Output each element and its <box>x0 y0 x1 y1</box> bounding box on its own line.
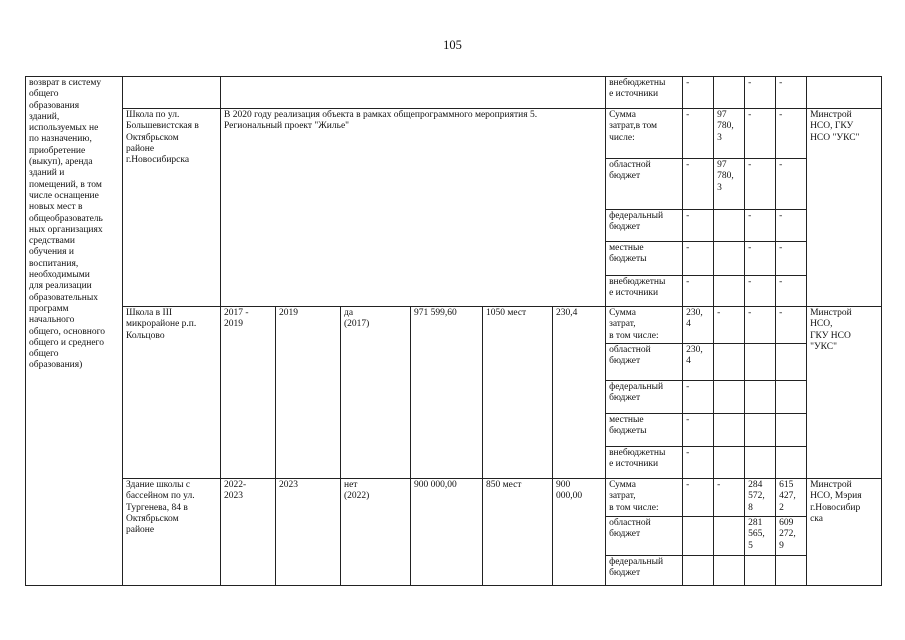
value-cell <box>776 381 807 414</box>
value-cell: 281 565, 5 <box>745 517 776 556</box>
value-cell: 97 780, 3 <box>714 109 745 159</box>
object-name: Здание школы с бассейном по ул. Тургенева, 84 в Октябрьском районе <box>123 479 221 586</box>
value-cell: - <box>683 109 714 159</box>
value-cell: - <box>714 479 745 517</box>
table-row <box>26 479 882 517</box>
value-cell: - <box>683 414 714 447</box>
value-cell <box>714 381 745 414</box>
funding-source: местные бюджеты <box>606 414 683 447</box>
commissioning-year: 2019 <box>276 307 341 479</box>
executor: Минстрой НСО, ГКУ НСО "УКС" <box>807 307 882 479</box>
implementation-period: 2017 - 2019 <box>221 307 276 479</box>
value-cell: - <box>776 307 807 344</box>
value-cell: - <box>745 276 776 307</box>
funding-total: 900 000,00 <box>553 479 606 586</box>
commissioning-year: 2023 <box>276 479 341 586</box>
value-cell: - <box>745 109 776 159</box>
value-cell <box>714 344 745 381</box>
value-cell: - <box>745 77 776 109</box>
value-cell <box>714 276 745 307</box>
object-cell-empty <box>123 77 221 109</box>
value-cell <box>714 242 745 276</box>
page-number: 105 <box>443 38 462 52</box>
note-cell-empty <box>221 77 606 109</box>
value-cell <box>776 414 807 447</box>
executor: Минстрой НСО, Мэрия г.Новосибир ска <box>807 479 882 586</box>
value-cell: - <box>745 242 776 276</box>
funding-source: федеральный бюджет <box>606 210 683 242</box>
funding-source: внебюджетны е источники <box>606 447 683 479</box>
table-row <box>26 307 882 344</box>
funding-source: областной бюджет <box>606 344 683 381</box>
funding-total: 230,4 <box>553 307 606 479</box>
value-cell: - <box>683 276 714 307</box>
funding-source: областной бюджет <box>606 517 683 556</box>
value-cell: - <box>683 242 714 276</box>
design-documentation: нет (2022) <box>341 479 411 586</box>
object-name: Школа по ул. Большевистская в Октябрьском районе г.Новосибирска <box>123 109 221 307</box>
executor-cell-empty <box>807 77 882 109</box>
value-cell <box>745 447 776 479</box>
value-cell: - <box>745 307 776 344</box>
capacity: 1050 мест <box>483 307 553 479</box>
value-cell <box>776 556 807 586</box>
value-cell: - <box>776 77 807 109</box>
capacity: 850 мест <box>483 479 553 586</box>
program-table <box>25 76 882 586</box>
activity-description: возврат в систему общего образования зданий, используемых не по назначению, приобретение (выкуп), аренда зданий и помещений, в том числе оснащение новых мест в общеобразователь ных организациях средствами обучения и воспитания, необходимыми для реализации образовательных программ начального общего, основного общего и среднего общего образования) <box>26 77 123 586</box>
value-cell: - <box>683 479 714 517</box>
value-cell <box>714 447 745 479</box>
funding-source: Сумма затрат,в том числе: <box>606 109 683 159</box>
value-cell: - <box>683 159 714 210</box>
value-cell: - <box>683 210 714 242</box>
implementation-period: 2022- 2023 <box>221 479 276 586</box>
value-cell: - <box>683 77 714 109</box>
estimated-cost: 900 000,00 <box>411 479 483 586</box>
value-cell: - <box>776 276 807 307</box>
value-cell <box>714 556 745 586</box>
value-cell <box>776 447 807 479</box>
value-cell: 230, 4 <box>683 344 714 381</box>
table-row <box>26 109 882 159</box>
value-cell: 609 272, 9 <box>776 517 807 556</box>
funding-source: федеральный бюджет <box>606 556 683 586</box>
value-cell: - <box>776 242 807 276</box>
value-cell: - <box>776 210 807 242</box>
value-cell <box>776 344 807 381</box>
funding-source: внебюджетны е источники <box>606 77 683 109</box>
value-cell <box>745 414 776 447</box>
value-cell: 230, 4 <box>683 307 714 344</box>
object-name: Школа в III микрорайоне р.п. Кольцово <box>123 307 221 479</box>
value-cell <box>745 344 776 381</box>
value-cell <box>714 210 745 242</box>
value-cell: 615 427, 2 <box>776 479 807 517</box>
value-cell: - <box>745 210 776 242</box>
table-row <box>26 77 882 109</box>
value-cell: - <box>745 159 776 210</box>
value-cell <box>683 517 714 556</box>
value-cell <box>745 556 776 586</box>
funding-source: федеральный бюджет <box>606 381 683 414</box>
implementation-note: В 2020 году реализация объекта в рамках общепрограммного мероприятия 5. Региональный проект "Жилье" <box>221 109 606 307</box>
value-cell: - <box>683 447 714 479</box>
executor: Минстрой НСО, ГКУ НСО "УКС" <box>807 109 882 307</box>
funding-source: областной бюджет <box>606 159 683 210</box>
estimated-cost: 971 599,60 <box>411 307 483 479</box>
funding-source: внебюджетны е источники <box>606 276 683 307</box>
funding-source: Сумма затрат, в том числе: <box>606 307 683 344</box>
value-cell: - <box>776 159 807 210</box>
value-cell <box>714 77 745 109</box>
value-cell <box>714 517 745 556</box>
design-documentation: да (2017) <box>341 307 411 479</box>
value-cell: - <box>683 381 714 414</box>
value-cell: - <box>714 307 745 344</box>
value-cell: 97 780, 3 <box>714 159 745 210</box>
value-cell: 284 572, 8 <box>745 479 776 517</box>
value-cell: - <box>776 109 807 159</box>
value-cell <box>714 414 745 447</box>
value-cell <box>745 381 776 414</box>
funding-source: местные бюджеты <box>606 242 683 276</box>
value-cell <box>683 556 714 586</box>
funding-source: Сумма затрат, в том числе: <box>606 479 683 517</box>
